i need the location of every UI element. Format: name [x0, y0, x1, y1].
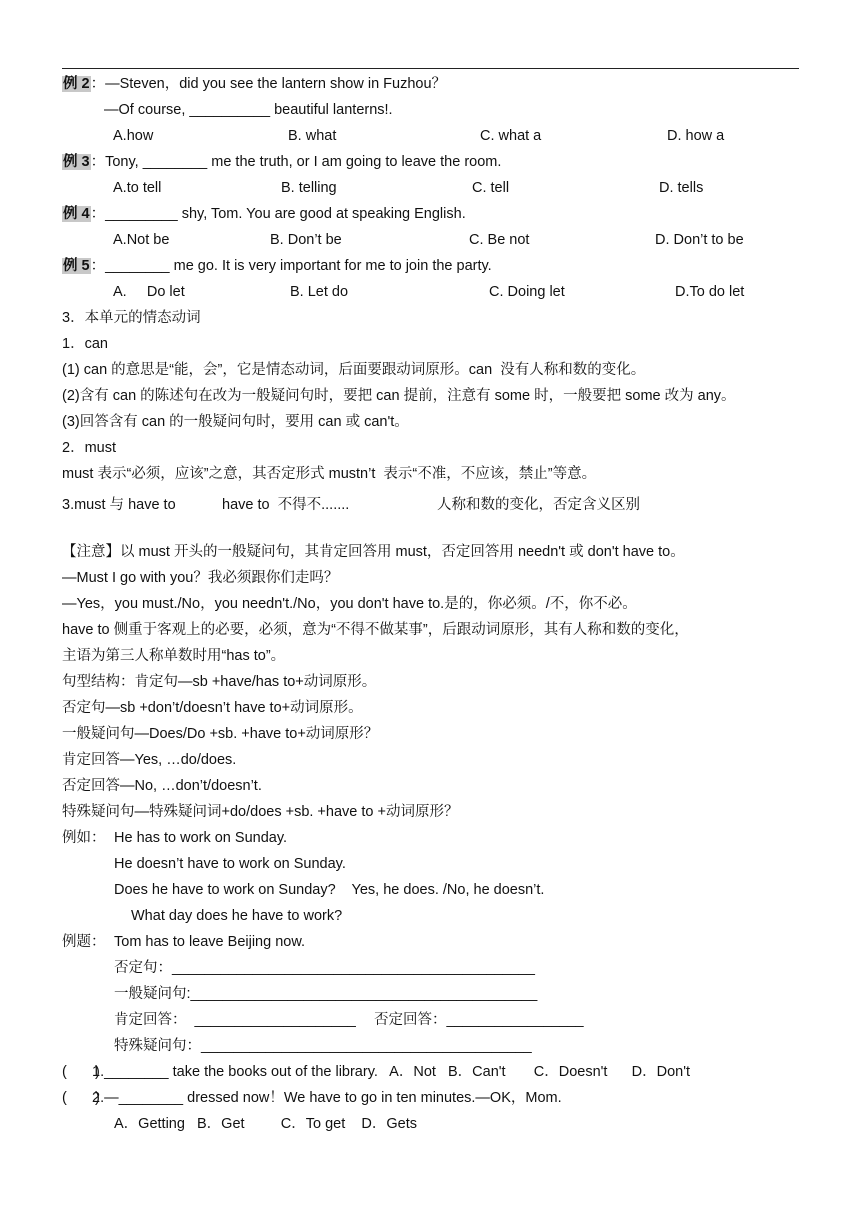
note-line: —Yes，you must./No，you needn't./No，you don't have to.是的，你必须。/不，你不必。	[62, 596, 637, 612]
yes-answer-blank: 肯定回答： ____________________	[114, 1012, 356, 1028]
note-line: 否定句—sb +don’t/doesn’t have to+动词原形。	[62, 700, 363, 716]
note-line: have to 侧重于客观上的必要，必须，意为“不得不做某事”，后跟动词原形，其有人称和数的变化，	[62, 622, 689, 638]
example-2-tag: 例 2	[63, 76, 90, 92]
option-b: B. what	[288, 128, 337, 144]
option-c: C. Doing let	[489, 284, 565, 300]
example-5-tag: 例 5	[63, 258, 90, 274]
wh-question-blank: 特殊疑问句：_________________________________________	[114, 1038, 532, 1054]
option-d: D. how a	[667, 128, 725, 144]
example-2-answer: —Of course, __________ beautiful lanterns!.	[104, 102, 393, 118]
note-line: 否定回答—No, …don’t/doesn’t.	[62, 778, 262, 794]
example-2-question: 例 2：—Steven，did you see the lantern show in Fuzhou？	[63, 76, 447, 92]
can-point-3: (3)回答含有 can 的一般疑问句时，要用 can 或 can't。	[62, 414, 409, 430]
option-b: B. Let do	[290, 284, 349, 300]
section-title: 3．本单元的情态动词	[62, 310, 201, 326]
mcq-2-paren: ( )	[62, 1090, 100, 1106]
example-for-line: He has to work on Sunday.	[114, 830, 288, 846]
option-a: A.to tell	[113, 180, 162, 196]
option-b: B. telling	[281, 180, 337, 196]
example-4-question: 例 4：_________ shy, Tom. You are good at speaking English.	[63, 206, 466, 222]
option-d: D. Don’t to be	[655, 232, 744, 248]
example-for-label: 例如：	[62, 830, 106, 846]
compare-a: 3.must 与 have to	[62, 497, 176, 513]
exercise-label: 例题：	[62, 934, 106, 950]
header-rule	[62, 68, 799, 69]
must-heading: 2．must	[62, 440, 116, 456]
example-5-question: 例 5：________ me go. It is very important for me to join the party.	[63, 258, 492, 274]
mcq-2-options: A．Getting B．Get C．To get D．Gets	[114, 1116, 417, 1132]
general-question-blank: 一般疑问句:___________________________________________	[114, 986, 538, 1002]
can-heading: 1．can	[62, 336, 108, 352]
compare-b: have to 不得不.......	[222, 497, 350, 513]
example-4-tag: 例 4	[63, 206, 90, 222]
option-a: A. Do let	[113, 284, 185, 300]
must-text: must 表示“必须，应该”之意，其否定形式 mustn’t 表示“不准，不应该，禁止”等意。	[62, 466, 597, 482]
mcq-2-text: 2.—________ dressed now！We have to go in ten minutes.—OK，Mom.	[92, 1090, 562, 1106]
note-line: 肯定回答—Yes, …do/does.	[62, 752, 237, 768]
example-3-question: 例 3：Tony, ________ me the truth, or I am going to leave the room.	[63, 154, 502, 170]
option-c: C. Be not	[469, 232, 530, 248]
can-point-1: (1) can 的意思是“能，会”，它是情态动词，后面要跟动词原形。can 没有人称和数的变化。	[62, 362, 646, 378]
example-for-line: What day does he have to work?	[131, 908, 343, 924]
option-d: D. tells	[659, 180, 704, 196]
option-c: C. what a	[480, 128, 542, 144]
example-3-tag: 例 3	[63, 154, 90, 170]
negative-blank: 否定句：_____________________________________________	[114, 960, 535, 976]
option-b: B. Don’t be	[270, 232, 342, 248]
note-line: 【注意】以 must 开头的一般疑问句，其肯定回答用 must，否定回答用 needn't 或 don't have to。	[62, 544, 685, 560]
note-line: 主语为第三人称单数时用“has to”。	[62, 648, 286, 664]
can-point-2: (2)含有 can 的陈述句在改为一般疑问句时，要把 can 提前，注意有 some 时，一般要把 some 改为 any。	[62, 388, 736, 404]
mcq-1-text: 1.________ take the books out of the library. A．Not B．Can't C．Doesn't D．Don't	[92, 1064, 690, 1080]
exercise-sentence: Tom has to leave Beijing now.	[114, 934, 306, 950]
note-line: 一般疑问句—Does/Do +sb. +have to+动词原形？	[62, 726, 379, 742]
example-for-line: He doesn’t have to work on Sunday.	[114, 856, 346, 872]
note-line: —Must I go with you？我必须跟你们走吗？	[62, 570, 339, 586]
note-line: 句型结构：肯定句—sb +have/has to+动词原形。	[62, 674, 377, 690]
option-d: D.To do let	[675, 284, 745, 300]
option-a: A.Not be	[113, 232, 170, 248]
no-answer-blank: 否定回答：_________________	[374, 1012, 584, 1028]
mcq-1-paren: ( )	[62, 1064, 100, 1080]
example-for-line: Does he have to work on Sunday? Yes, he does. /No, he doesn’t.	[114, 882, 545, 898]
compare-c: 人称和数的变化，否定含义区别	[437, 497, 640, 513]
option-c: C. tell	[472, 180, 510, 196]
note-line: 特殊疑问句—特殊疑问词+do/does +sb. +have to +动词原形？	[62, 804, 459, 820]
option-a: A.how	[113, 128, 154, 144]
